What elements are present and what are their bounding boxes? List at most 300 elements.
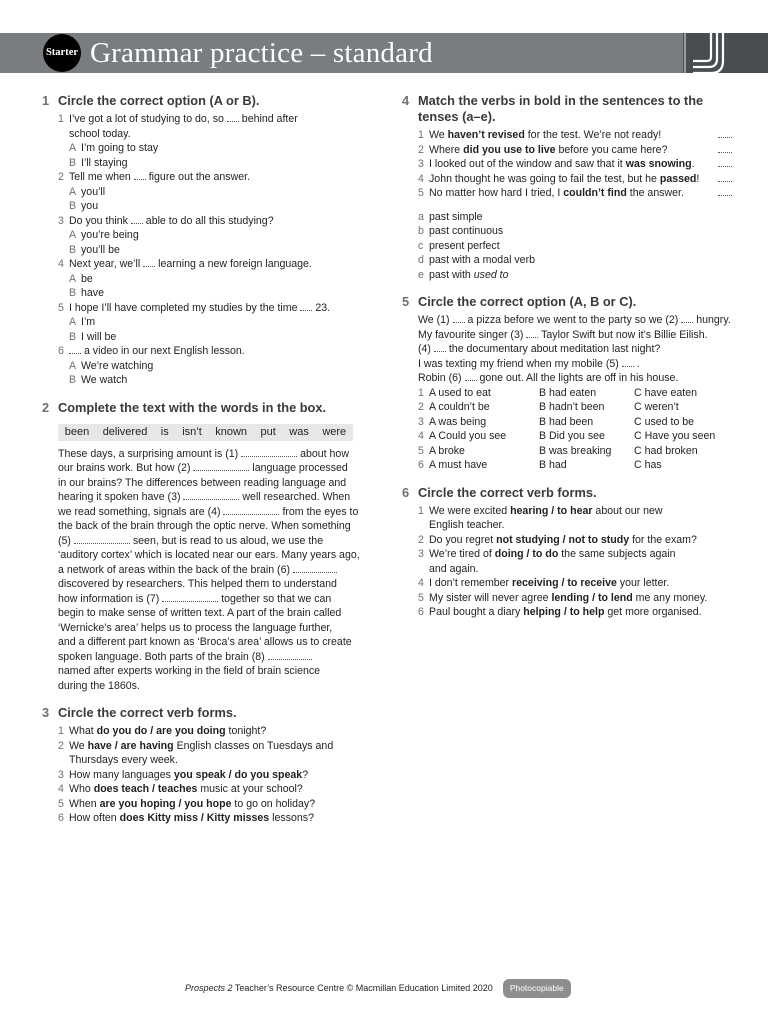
answer-blank bbox=[162, 592, 218, 602]
item-text-after: the same subjects again bbox=[558, 548, 676, 560]
item-number: 2 bbox=[418, 143, 424, 156]
text-line bbox=[42, 447, 367, 462]
item-text bbox=[69, 112, 298, 127]
option-letter: B bbox=[69, 287, 77, 299]
item-text-before: Who bbox=[69, 783, 94, 795]
item-text bbox=[69, 768, 308, 783]
item-text-before: Do you regret bbox=[429, 533, 497, 546]
tense-label: past continuous bbox=[429, 225, 504, 237]
option-letter: B bbox=[69, 200, 77, 212]
item-number: 4 bbox=[418, 430, 424, 442]
tense-letter: c bbox=[418, 239, 424, 252]
item-text-before: Next year, we’ll bbox=[69, 258, 141, 270]
item-continuation: school today. bbox=[69, 127, 131, 140]
text-segment: seen, but is read to us aloud, we use the bbox=[132, 534, 324, 547]
item-text bbox=[69, 301, 330, 316]
answer-blank bbox=[227, 112, 239, 122]
item-number: 4 bbox=[418, 577, 424, 589]
item-text-before: When bbox=[69, 797, 100, 810]
item-text-after: learning a new foreign language. bbox=[158, 258, 312, 270]
exercise-heading bbox=[42, 400, 367, 416]
question-item bbox=[42, 257, 367, 272]
text-segment: begin to make sense of written text. A part of the brain called bbox=[58, 607, 342, 619]
question-item bbox=[402, 591, 732, 606]
option-letter: A bbox=[69, 142, 77, 154]
text-segment: during the 1860s. bbox=[58, 679, 140, 692]
tense-letter: b bbox=[418, 225, 424, 237]
item-text-before: We were excited bbox=[429, 504, 511, 517]
text-line bbox=[42, 563, 367, 578]
exercise-instruction: Circle the correct verb forms. bbox=[58, 705, 237, 720]
answer-blank bbox=[134, 170, 146, 180]
answer-blank bbox=[183, 490, 239, 500]
answer-blank bbox=[465, 371, 477, 381]
item-text-before: How many languages bbox=[69, 768, 174, 781]
text-line bbox=[42, 519, 367, 534]
text-segment: the back of the brain through the optic nerve. When something bbox=[58, 520, 351, 532]
question-item bbox=[42, 170, 367, 185]
word-box-word: delivered bbox=[102, 425, 148, 438]
item-text bbox=[429, 591, 707, 606]
item-number: 4 bbox=[58, 258, 64, 270]
answer-blank bbox=[293, 563, 337, 573]
text-segment: language processed bbox=[252, 462, 348, 474]
option-letter: B bbox=[69, 156, 77, 169]
text-segment: in our brains? The differences between reading language and bbox=[58, 476, 347, 489]
bold-verb: haven’t revised bbox=[447, 129, 525, 141]
item-text bbox=[429, 186, 684, 201]
option-text: you’ll be bbox=[81, 243, 120, 256]
item-text bbox=[429, 504, 663, 519]
text-segment: (4) bbox=[418, 343, 431, 355]
question-item bbox=[402, 172, 732, 187]
text-segment: My favourite singer (3) bbox=[418, 328, 524, 341]
answer-blank bbox=[223, 505, 279, 515]
text-line bbox=[402, 313, 732, 328]
item-text-after: before you came here? bbox=[555, 143, 668, 156]
item-text-after: for the test. We’re not ready! bbox=[524, 129, 662, 141]
option-text: I’m bbox=[81, 316, 96, 328]
option-a bbox=[42, 272, 367, 287]
item-text-after: for the exam? bbox=[629, 533, 697, 546]
answer-blank bbox=[143, 257, 155, 267]
option-letter: A bbox=[69, 272, 77, 285]
answer-blank bbox=[193, 461, 249, 471]
question-item bbox=[42, 301, 367, 316]
word-box bbox=[58, 424, 353, 441]
text-line bbox=[42, 476, 367, 491]
answer-blank bbox=[622, 357, 634, 367]
exercise-instruction: Match the verbs in bold in the sentences to the bbox=[418, 93, 704, 108]
option-a bbox=[42, 228, 367, 243]
item-text bbox=[69, 344, 245, 359]
option-row bbox=[402, 429, 732, 444]
text-segment: we read something, signals are (4) bbox=[58, 505, 221, 518]
option-text: I’ll staying bbox=[81, 156, 128, 169]
item-text-after: to go on holiday? bbox=[231, 797, 316, 810]
option-b bbox=[42, 330, 367, 345]
tense-text bbox=[429, 253, 535, 268]
option-c: C weren’t bbox=[634, 401, 679, 413]
text-segment: a pizza before we went to the party so we (2) bbox=[467, 314, 679, 326]
tense-letter: a bbox=[418, 210, 424, 223]
question-item bbox=[402, 533, 732, 548]
exercise-instruction: Circle the correct verb forms. bbox=[418, 484, 597, 500]
exercise-3 bbox=[42, 705, 367, 826]
exercise-heading bbox=[42, 705, 367, 721]
tense-text bbox=[429, 268, 509, 283]
option-b: B had been bbox=[539, 415, 594, 428]
item-text-after: your letter. bbox=[616, 577, 670, 589]
option-b: B Did you see bbox=[539, 430, 605, 442]
item-number: 3 bbox=[58, 768, 64, 781]
item-number: 3 bbox=[58, 214, 64, 227]
option-b: B had bbox=[539, 459, 567, 471]
option-letter: A bbox=[69, 185, 77, 198]
item-number: 4 bbox=[58, 783, 64, 795]
question-item bbox=[402, 547, 732, 562]
answer-blank bbox=[268, 650, 312, 660]
item-number: 5 bbox=[58, 797, 64, 810]
item-text bbox=[429, 547, 676, 562]
question-item bbox=[402, 157, 732, 172]
option-a: A must have bbox=[429, 459, 488, 471]
tense-label: present perfect bbox=[429, 239, 500, 252]
item-number: 2 bbox=[418, 401, 424, 413]
option-text: I’m going to stay bbox=[81, 142, 159, 154]
option-letter: A bbox=[69, 359, 77, 372]
item-text bbox=[429, 576, 669, 591]
question-item bbox=[42, 797, 367, 812]
item-text-after: . bbox=[691, 158, 695, 170]
item-text-after: able to do all this studying? bbox=[145, 214, 274, 227]
option-letter: B bbox=[69, 374, 77, 386]
item-text-before: We bbox=[69, 739, 88, 752]
question-item bbox=[402, 143, 732, 158]
question-item bbox=[42, 811, 367, 826]
item-number: 5 bbox=[58, 301, 64, 314]
question-item bbox=[42, 214, 367, 229]
option-b: B had eaten bbox=[539, 386, 597, 399]
item-number: 4 bbox=[418, 172, 424, 185]
exercise-6 bbox=[402, 485, 732, 620]
text-segment: I was texting my friend when my mobile (5) bbox=[418, 357, 619, 370]
option-b bbox=[42, 243, 367, 258]
option-a: A Could you see bbox=[429, 430, 507, 442]
answer-blank bbox=[718, 128, 732, 138]
option-letter: B bbox=[69, 330, 77, 343]
item-text-before: Do you think bbox=[69, 214, 128, 227]
text-segment: named after experts working in the field of brain science bbox=[58, 665, 321, 677]
item-text-before: What bbox=[69, 725, 97, 737]
exercise-heading bbox=[402, 93, 732, 109]
answer-blank bbox=[241, 447, 297, 457]
item-text bbox=[69, 739, 333, 754]
tense-text bbox=[429, 239, 500, 254]
item-text bbox=[429, 533, 697, 548]
option-c: C had broken bbox=[634, 444, 698, 457]
question-item bbox=[402, 504, 732, 519]
exercise-instruction-cont: tenses (a–e). bbox=[418, 109, 496, 124]
spacer bbox=[402, 201, 732, 210]
option-c: C Have you seen bbox=[634, 430, 716, 442]
option-b: B was breaking bbox=[539, 444, 612, 457]
item-number: 3 bbox=[418, 548, 424, 560]
option-text: We’re watching bbox=[81, 359, 154, 372]
item-number: 1 bbox=[418, 504, 424, 517]
verb-choice: does teach / teaches bbox=[93, 783, 198, 795]
text-line bbox=[42, 505, 367, 520]
copyright: Teacher’s Resource Centre © Macmillan Education Limited 2020 bbox=[232, 983, 493, 993]
exercise-number: 2 bbox=[42, 399, 50, 415]
exercise-heading bbox=[402, 485, 732, 501]
item-text-after: the answer. bbox=[626, 187, 684, 199]
item-text-after: me any money. bbox=[632, 591, 708, 604]
text-segment: (5) bbox=[58, 534, 71, 547]
text-segment: Taylor Swift but now it’s Billie Eilish. bbox=[541, 328, 708, 341]
option-a bbox=[42, 315, 367, 330]
item-continuation: and again. bbox=[429, 562, 479, 575]
answer-blank bbox=[718, 143, 732, 153]
question-item bbox=[42, 739, 367, 754]
question-item bbox=[42, 344, 367, 359]
answer-blank bbox=[718, 172, 732, 182]
text-segment: a network of areas within the back of the brain (6) bbox=[58, 563, 291, 576]
item-text-before: My sister will never agree bbox=[429, 591, 552, 604]
tense-letter: d bbox=[418, 254, 424, 266]
answer-blank bbox=[69, 344, 81, 354]
exercise-number: 4 bbox=[402, 93, 410, 108]
item-number: 6 bbox=[418, 606, 424, 618]
item-text-after: ! bbox=[696, 172, 700, 185]
word-box-word: known bbox=[215, 425, 248, 438]
answer-blank bbox=[434, 342, 446, 352]
swoosh-icon bbox=[683, 33, 768, 73]
verb-choice: lending / to lend bbox=[551, 591, 633, 604]
exercise-heading-cont bbox=[402, 109, 732, 125]
option-b bbox=[42, 286, 367, 301]
text-line bbox=[42, 679, 367, 694]
option-letter: B bbox=[69, 243, 77, 256]
option-letter: A bbox=[69, 229, 77, 241]
item-text-after: tonight? bbox=[225, 725, 267, 737]
verb-choice: receiving / to receive bbox=[512, 577, 617, 589]
item-text-before: No matter how hard I tried, I bbox=[429, 187, 564, 199]
item-number: 2 bbox=[418, 533, 424, 546]
verb-choice: you speak / do you speak bbox=[173, 768, 303, 781]
answer-blank bbox=[453, 313, 465, 323]
verb-choice: hearing / to hear bbox=[510, 504, 593, 517]
verb-choice: are you hoping / you hope bbox=[99, 797, 232, 810]
option-c: C has bbox=[634, 459, 662, 471]
item-number: 1 bbox=[418, 386, 424, 399]
exercise-5 bbox=[402, 294, 732, 473]
verb-choice: helping / to help bbox=[523, 606, 605, 618]
answer-blank bbox=[74, 534, 130, 544]
word-box-word: was bbox=[289, 425, 309, 438]
left-column bbox=[42, 93, 367, 835]
option-b: B hadn’t been bbox=[539, 401, 605, 413]
item-number: 2 bbox=[58, 739, 64, 752]
text-line bbox=[42, 621, 367, 636]
exercise-2 bbox=[42, 400, 367, 694]
word-box-word: been bbox=[64, 425, 90, 438]
answer-blank bbox=[718, 157, 732, 167]
text-line bbox=[42, 635, 367, 650]
tense-option bbox=[402, 253, 732, 268]
option-a bbox=[42, 359, 367, 374]
question-item bbox=[402, 576, 732, 591]
text-segment: These days, a surprising amount is (1) bbox=[58, 447, 239, 460]
text-line bbox=[402, 342, 732, 357]
item-text bbox=[69, 782, 303, 797]
bold-verb: passed bbox=[659, 172, 697, 185]
option-text: have bbox=[81, 287, 104, 299]
option-text: you’re being bbox=[81, 229, 139, 241]
option-row bbox=[402, 415, 732, 430]
photocopiable-badge: Photocopiable bbox=[503, 979, 571, 998]
verb-choice: do you do / are you doing bbox=[96, 725, 226, 737]
item-text-before: John thought he was going to fail the test, but he bbox=[429, 172, 660, 185]
item-number: 5 bbox=[418, 444, 424, 457]
text-segment: ‘Wernicke’s area’ helps us to process the language further, bbox=[58, 621, 333, 634]
option-c: C used to be bbox=[634, 415, 695, 428]
option-a: A used to eat bbox=[429, 386, 491, 399]
verb-choice: not studying / not to study bbox=[496, 533, 630, 546]
item-text-before: We bbox=[429, 129, 448, 141]
word-box-word: isn’t bbox=[182, 425, 202, 438]
option-a: A couldn’t be bbox=[429, 401, 490, 413]
item-text-before: Where bbox=[429, 143, 464, 156]
tense-option bbox=[402, 210, 732, 225]
exercise-number: 1 bbox=[42, 93, 50, 108]
text-segment: . bbox=[636, 357, 640, 370]
word-box-word: is bbox=[160, 425, 169, 438]
text-segment: ‘auditory cortex’ which is located near our ears. Many years ago, bbox=[58, 549, 360, 561]
question-item bbox=[402, 128, 732, 143]
footer bbox=[185, 979, 571, 998]
exercise-heading bbox=[402, 294, 732, 310]
word-box-word: were bbox=[322, 425, 347, 438]
text-segment: hungry. bbox=[696, 314, 731, 326]
question-item bbox=[402, 186, 732, 201]
exercise-instruction: Complete the text with the words in the box. bbox=[58, 399, 327, 415]
option-b bbox=[42, 373, 367, 388]
text-segment: discovered by researchers. This helped them to understand bbox=[58, 578, 337, 590]
item-text bbox=[429, 605, 702, 620]
exercise-1 bbox=[42, 93, 367, 388]
tense-option bbox=[402, 239, 732, 254]
option-c: C have eaten bbox=[634, 386, 698, 399]
level-badge: Starter bbox=[43, 34, 81, 72]
item-text-after: 23. bbox=[315, 301, 331, 314]
text-segment: Robin (6) bbox=[418, 372, 462, 384]
option-text: you’ll bbox=[81, 185, 106, 198]
item-text-after: English classes on Tuesdays and bbox=[173, 739, 334, 752]
text-line bbox=[42, 650, 367, 665]
item-text bbox=[69, 257, 312, 272]
option-text: We watch bbox=[81, 374, 128, 386]
text-segment: We (1) bbox=[418, 314, 450, 326]
question-item bbox=[42, 768, 367, 783]
option-row bbox=[402, 400, 732, 415]
option-a bbox=[42, 185, 367, 200]
item-text-after: figure out the answer. bbox=[148, 171, 251, 183]
text-line bbox=[42, 534, 367, 549]
question-item bbox=[42, 724, 367, 739]
option-a bbox=[42, 141, 367, 156]
text-segment: about how bbox=[300, 447, 349, 460]
option-text: I will be bbox=[81, 330, 117, 343]
answer-blank bbox=[681, 313, 693, 323]
item-text-after: lessons? bbox=[269, 812, 314, 824]
spacer bbox=[402, 109, 418, 125]
item-text bbox=[69, 797, 315, 812]
tense-text bbox=[429, 210, 483, 225]
answer-blank bbox=[300, 301, 312, 311]
option-row bbox=[402, 444, 732, 459]
item-text-before: How often bbox=[69, 812, 120, 824]
tense-letter: e bbox=[418, 268, 424, 281]
option-a: A broke bbox=[429, 444, 465, 457]
item-text bbox=[69, 724, 266, 739]
text-line bbox=[42, 490, 367, 505]
question-item bbox=[42, 112, 367, 127]
exercise-number: 5 bbox=[402, 294, 410, 309]
item-text bbox=[69, 811, 314, 826]
tense-option bbox=[402, 268, 732, 283]
item-text-after: behind after bbox=[241, 113, 298, 125]
answer-blank bbox=[718, 186, 732, 196]
item-text bbox=[429, 172, 699, 187]
item-number: 1 bbox=[58, 725, 64, 737]
text-segment: spoken language. Both parts of the brain (8) bbox=[58, 650, 265, 663]
verb-choice: have / are having bbox=[87, 739, 174, 752]
text-line bbox=[402, 328, 732, 343]
item-number: 6 bbox=[418, 459, 424, 471]
item-text-before: Tell me when bbox=[69, 171, 131, 183]
item-text-before: We’re tired of bbox=[429, 548, 495, 560]
word-box-word: put bbox=[260, 425, 276, 438]
text-segment: together so that we can bbox=[221, 592, 332, 605]
item-text-before: Paul bought a diary bbox=[429, 606, 524, 618]
text-line bbox=[402, 371, 732, 386]
item-text bbox=[429, 157, 695, 172]
text-line bbox=[42, 664, 367, 679]
item-number: 6 bbox=[58, 345, 64, 357]
page-title: Grammar practice – standard bbox=[90, 37, 433, 69]
item-text-before: I hope I’ll have completed my studies by the time bbox=[69, 301, 298, 314]
text-segment: and a different part known as ‘Broca’s area’ allows us to create bbox=[58, 636, 352, 648]
exercise-heading bbox=[42, 93, 367, 109]
item-text-before: I looked out of the window and saw that it bbox=[429, 158, 626, 170]
item-number: 1 bbox=[58, 113, 64, 125]
exercise-number: 3 bbox=[42, 705, 50, 720]
exercise-instruction: Circle the correct option (A or B). bbox=[58, 93, 260, 108]
option-row bbox=[402, 458, 732, 473]
text-line bbox=[42, 461, 367, 476]
text-segment: the documentary about meditation last night? bbox=[448, 343, 661, 355]
right-column bbox=[402, 93, 732, 629]
text-segment: gone out. All the lights are off in his house. bbox=[479, 372, 679, 384]
item-number: 3 bbox=[418, 158, 424, 170]
tense-label: past simple bbox=[429, 210, 483, 223]
answer-blank bbox=[131, 214, 143, 224]
item-number: 2 bbox=[58, 171, 64, 183]
text-line bbox=[42, 606, 367, 621]
item-text-after: about our new bbox=[592, 504, 663, 517]
option-row bbox=[402, 386, 732, 401]
